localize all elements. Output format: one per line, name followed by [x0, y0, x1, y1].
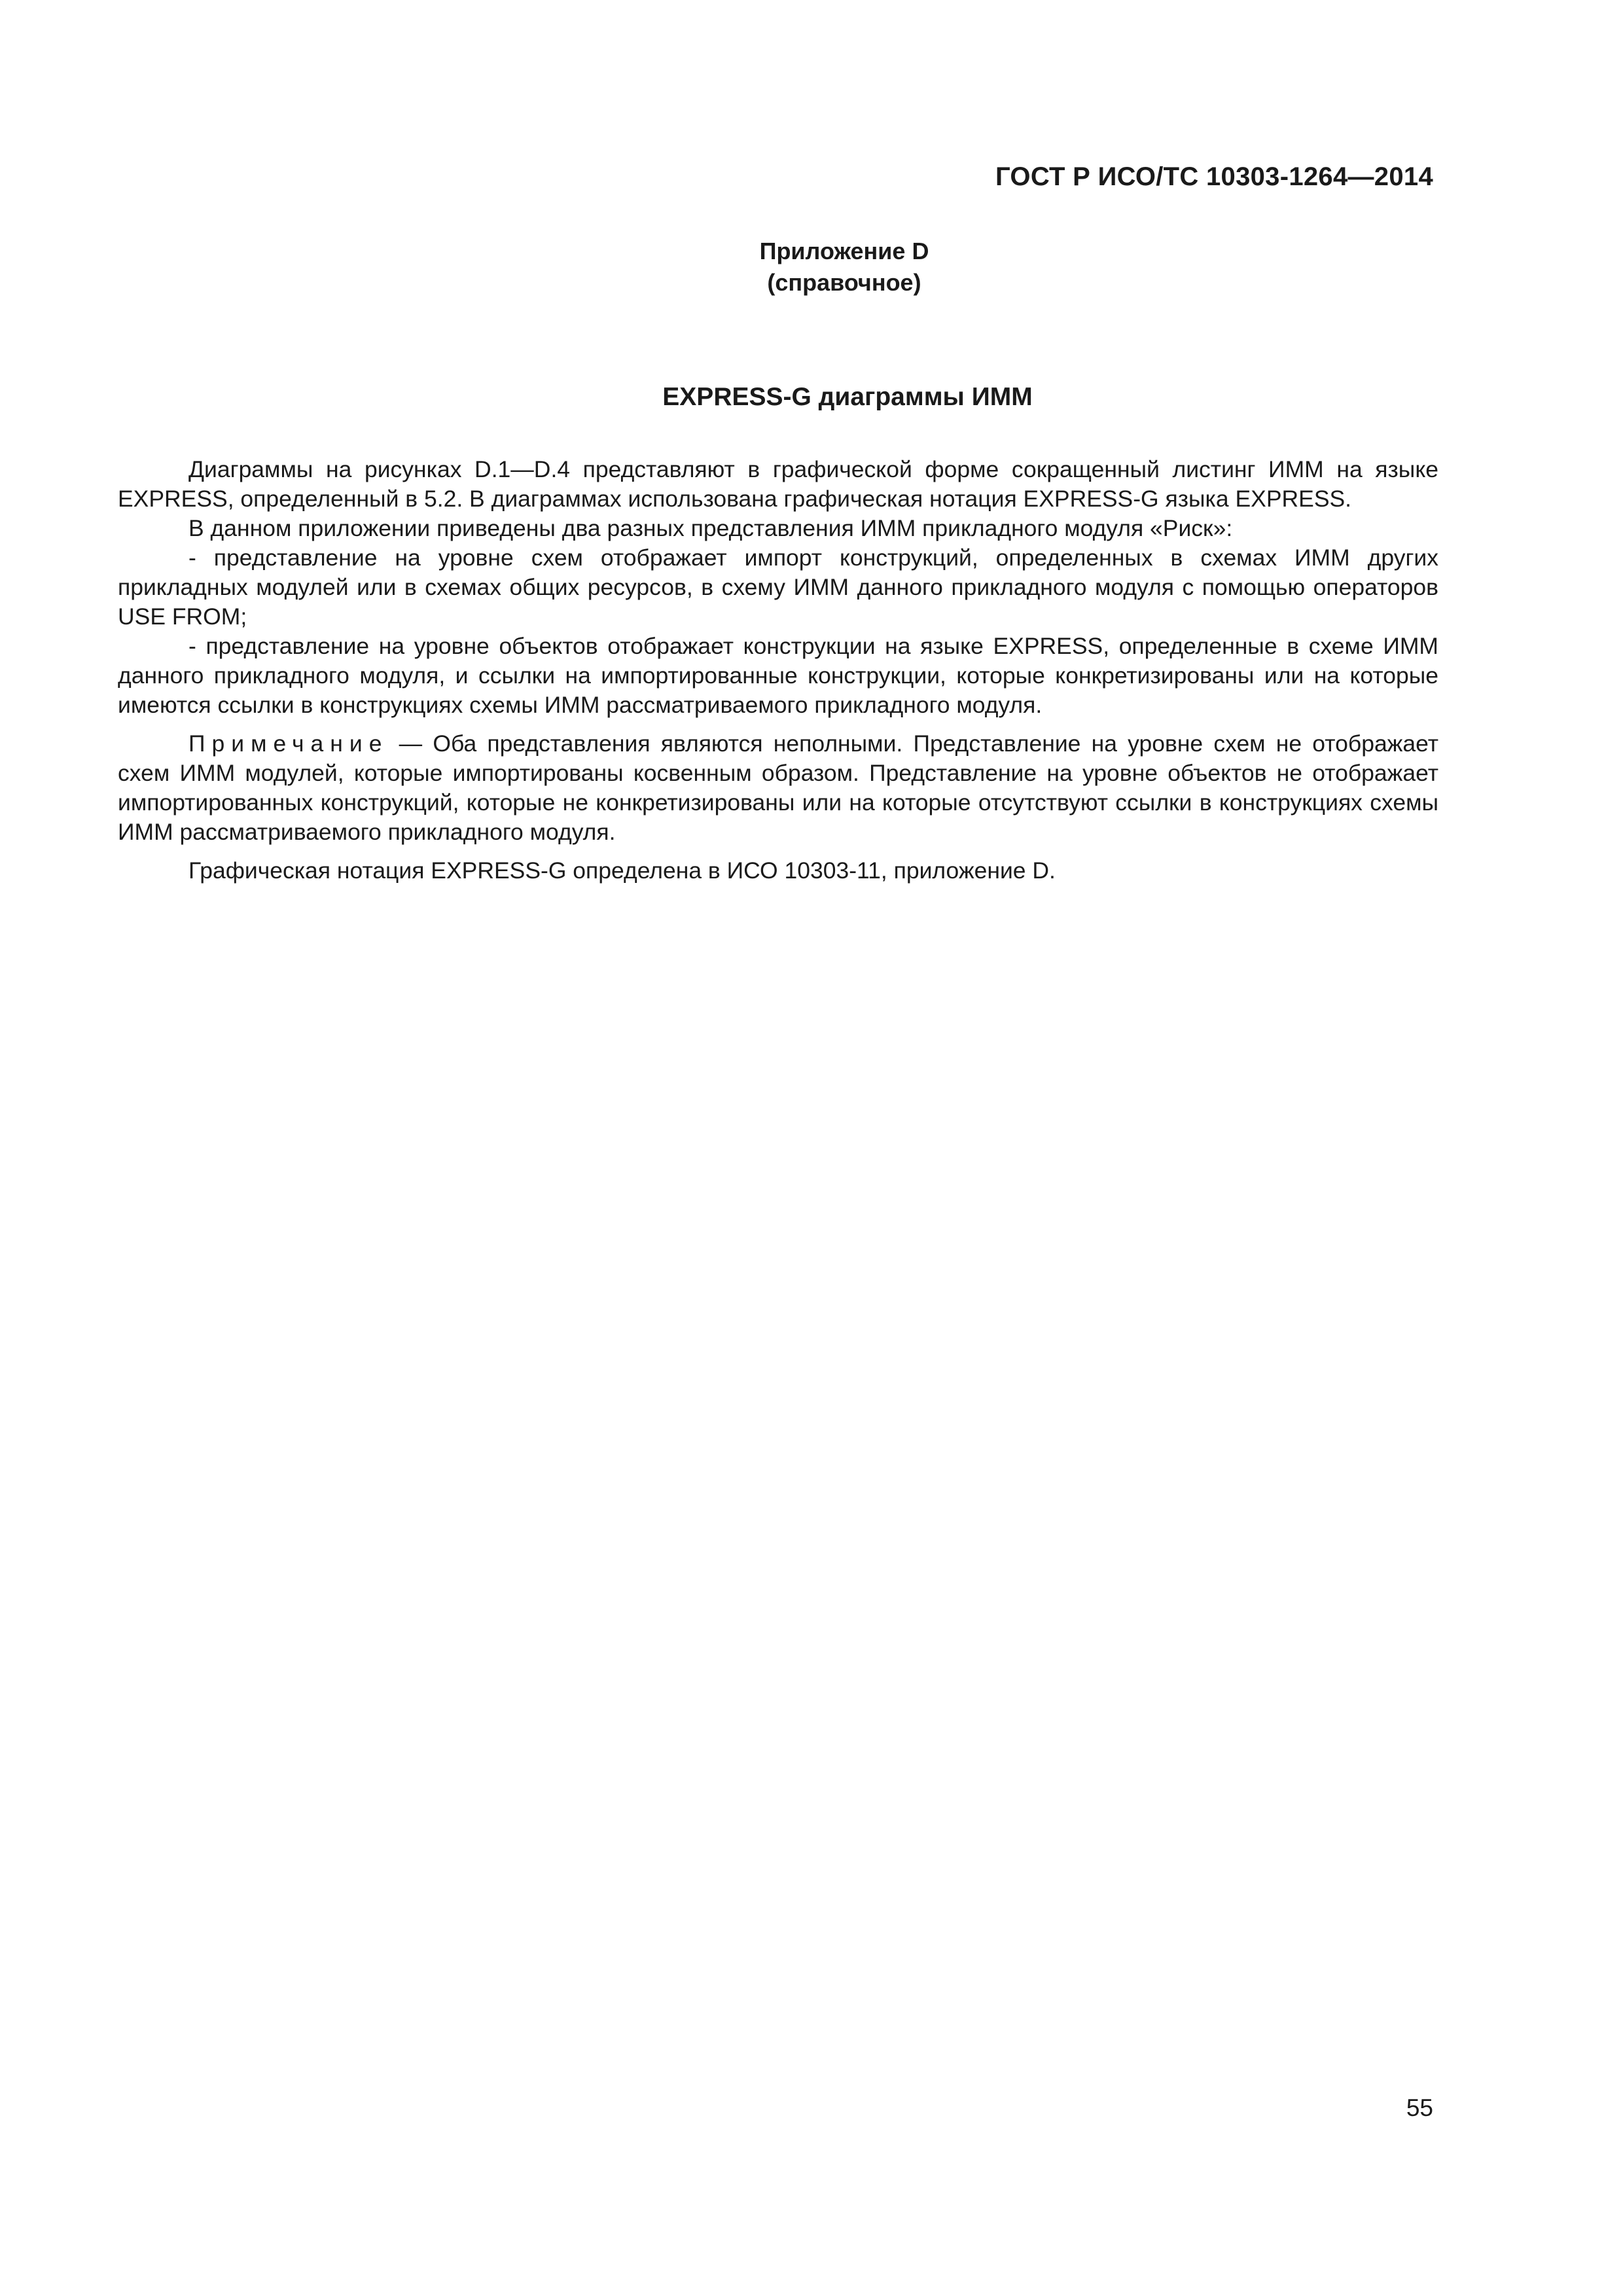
paragraph-representations: В данном приложении приведены два разных представления ИММ прикладного модуля «Риск»: [188, 515, 1233, 541]
note-text: — Оба представления являются неполными. Представление на уровне схем не отображает схем ИММ модулей, которые импортированы косвенным образом. Представление на уровне объектов не отображает импортированных конструкций, которые не конкретизированы или на которые отсутствуют ссылки в конструкциях схемы ИММ рассматриваемого прикладного модуля. [118, 730, 1438, 845]
section-title: EXPRESS-G диаграммы ИММ [662, 383, 1033, 411]
appendix-heading [0, 236, 1623, 298]
paragraph-notation-reference: Графическая нотация EXPRESS-G определена в ИСО 10303-11, приложение D. [188, 857, 1056, 884]
body-text [118, 455, 1438, 886]
appendix-subtitle: (справочное) [767, 269, 921, 296]
appendix-title: Приложение D [759, 238, 929, 264]
list-item-entity-level: - представление на уровне объектов отображает конструкции на языке EXPRESS, определенные в схеме ИММ данного прикладного модуля, и ссылки на импортированные конструкции, которые конкретизированы или на которые имеются ссылки в конструкциях схемы ИММ рассматриваемого прикладного модуля. [118, 633, 1438, 718]
paragraph-intro: Диаграммы на рисунках D.1—D.4 представляют в графической форме сокращенный листинг ИММ на языке EXPRESS, определенный в 5.2. В диаграммах использована графическая нотация EXPRESS-G языка EXPRESS. [118, 456, 1438, 512]
page-number: 55 [1406, 2094, 1433, 2121]
list-item-schema-level: - представление на уровне схем отображает импорт конструкций, определенных в схемах ИММ других прикладных модулей или в схемах общих ресурсов, в схему ИММ данного прикладного модуля с помощью операторов USE FROM; [118, 545, 1438, 630]
document-code: ГОСТ Р ИСО/ТС 10303-1264—2014 [995, 162, 1433, 191]
note-paragraph [118, 729, 1438, 847]
note-label: Примечание [188, 730, 389, 757]
